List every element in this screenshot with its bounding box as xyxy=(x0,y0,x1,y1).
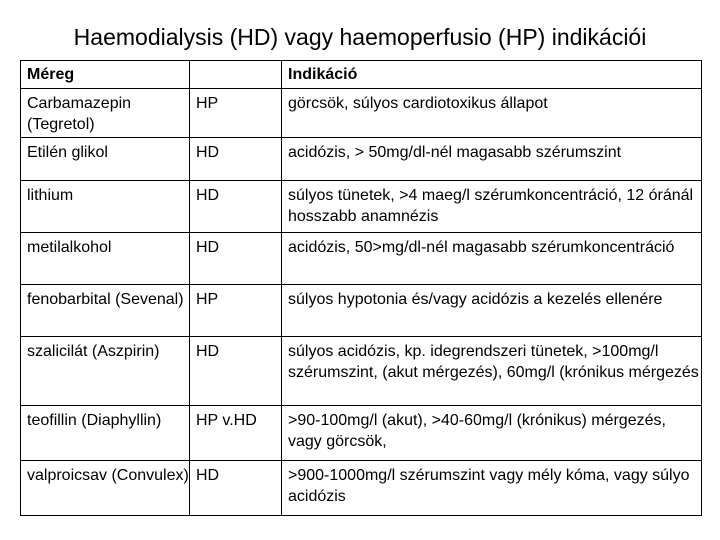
table-row xyxy=(21,233,702,285)
method-cell: HP v.HD xyxy=(190,406,282,461)
method-cell: HP xyxy=(190,285,282,337)
indication-cell: súlyos acidózis, kp. idegrendszeri tünetek, >100mg/l szérumszint, (akut mérgezés), 60mg/l (krónikus mérgezés xyxy=(282,337,702,406)
indication-cell: acidózis, 50>mg/dl-nél magasabb szérumkoncentráció xyxy=(282,233,702,285)
method-cell: HD xyxy=(190,181,282,233)
table-row xyxy=(21,89,702,138)
table-row xyxy=(21,337,702,406)
method-cell: HD xyxy=(190,138,282,181)
table-row xyxy=(21,461,702,516)
poison-cell: lithium xyxy=(21,181,190,233)
poison-cell: Carbamazepin (Tegretol) xyxy=(21,89,190,138)
table-row xyxy=(21,138,702,181)
poison-cell: valproicsav (Convulex) xyxy=(21,461,190,516)
table-row xyxy=(21,406,702,461)
header-indication: Indikáció xyxy=(282,61,702,89)
indication-cell: >900-1000mg/l szérumszint vagy mély kóma, vagy súlyo acidózis xyxy=(282,461,702,516)
indication-cell: görcsök, súlyos cardiotoxikus állapot xyxy=(282,89,702,138)
table-row xyxy=(21,285,702,337)
indication-cell: súlyos hypotonia és/vagy acidózis a kezelés ellenére xyxy=(282,285,702,337)
indication-cell: >90-100mg/l (akut), >40-60mg/l (krónikus) mérgezés, vagy görcsök, xyxy=(282,406,702,461)
poison-cell: szalicilát (Aszpirin) xyxy=(21,337,190,406)
header-method xyxy=(190,61,282,89)
poison-cell: metilalkohol xyxy=(21,233,190,285)
poison-cell: Etilén glikol xyxy=(21,138,190,181)
poison-cell: fenobarbital (Sevenal) xyxy=(21,285,190,337)
method-cell: HP xyxy=(190,89,282,138)
method-cell: HD xyxy=(190,233,282,285)
method-cell: HD xyxy=(190,337,282,406)
table-header-row xyxy=(21,61,702,89)
method-cell: HD xyxy=(190,461,282,516)
indications-table xyxy=(20,60,702,516)
indication-cell: acidózis, > 50mg/dl-nél magasabb szérumszint xyxy=(282,138,702,181)
header-poison: Méreg xyxy=(21,61,190,89)
indication-cell: súlyos tünetek, >4 maeg/l szérumkoncentráció, 12 óránál hosszabb anamnézis xyxy=(282,181,702,233)
table-row xyxy=(21,181,702,233)
poison-cell: teofillin (Diaphyllin) xyxy=(21,406,190,461)
page-title: Haemodialysis (HD) vagy haemoperfusio (HP) indikációi xyxy=(73,24,647,50)
